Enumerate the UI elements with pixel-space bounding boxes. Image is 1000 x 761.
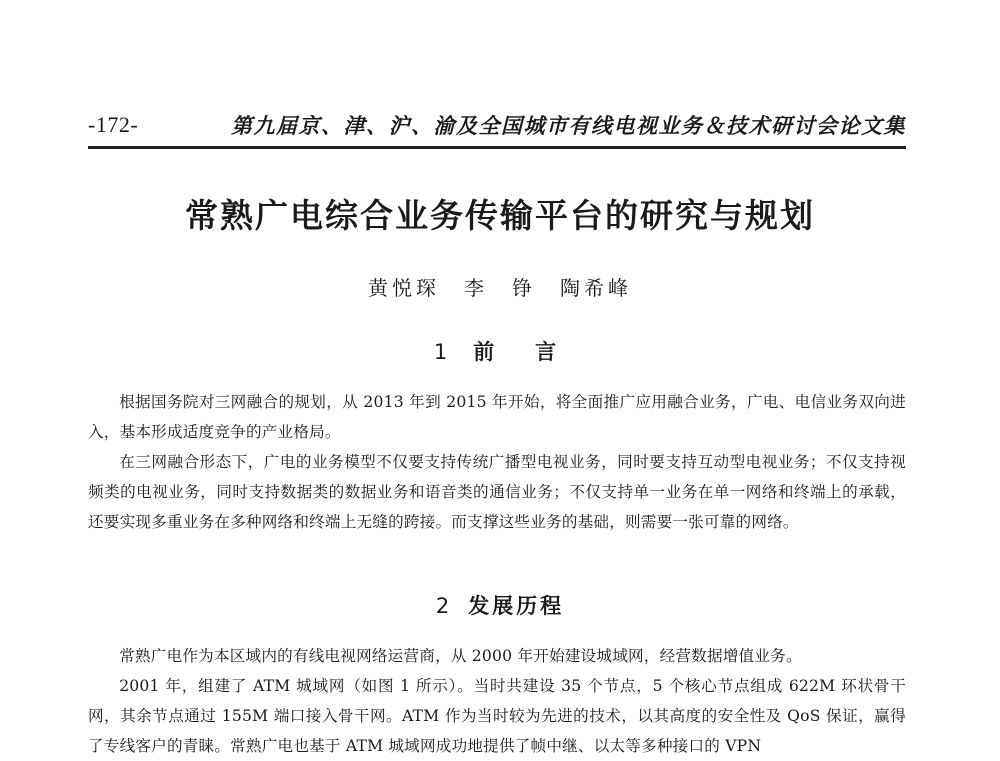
paragraph: 2001 年，组建了 ATM 城域网（如图 1 所示）。当时共建设 35 个节点，5 个核心节点组成 622M 环状骨干网，其余节点通过 155M 端口接入骨干网。ATM 作为当时较为先进的技术，以其高度的安全性及 QoS 保证，赢得了专线客户的青睐。常熟广电也基于 ATM 城域网成功地提供了帧中继、以太等多种接口的 VPN	[88, 677, 906, 755]
section-title: 发展历程	[468, 594, 565, 618]
section-heading-1	[0, 336, 1000, 366]
journal-title: 第九届京、津、沪、渝及全国城市有线电视业务＆技术研讨会论文集	[231, 113, 906, 138]
section-number: 2	[435, 594, 453, 618]
paragraph: 常熟广电作为本区域内的有线电视网络运营商，从 2000 年开始建设城域网，经营数据增值业务。	[119, 647, 802, 665]
section-title: 前 言	[473, 340, 567, 364]
article-title: 常熟广电综合业务传输平台的研究与规划	[185, 196, 815, 235]
paragraph: 在三网融合形态下，广电的业务模型不仅要支持传统广播型电视业务，同时要支持互动型电视业务；不仅支持视频类的电视业务，同时支持数据类的数据业务和语音类的通信业务；不仅支持单一业务在单一网络和终端上的承载，还要实现多重业务在多种网络和终端上无缝的跨接。而支撑这些业务的基础，则需要一张可靠的网络。	[88, 453, 906, 531]
section-number: 1	[433, 340, 458, 364]
running-header	[88, 110, 906, 149]
section-heading-2	[0, 590, 1000, 620]
author-list: 黄悦琛 李 铮 陶希峰	[368, 276, 632, 300]
paragraph: 根据国务院对三网融合的规划，从 2013 年到 2015 年开始，将全面推广应用融合业务，广电、电信业务双向进入，基本形成适度竞争的产业格局。	[88, 393, 906, 441]
page-number: -172-	[88, 112, 139, 137]
